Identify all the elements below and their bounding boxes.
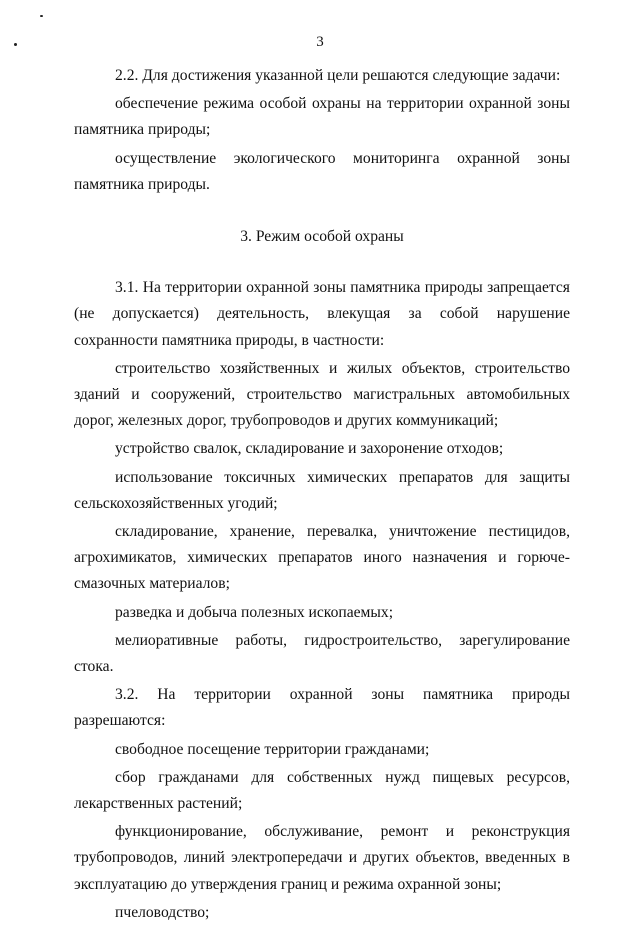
page-number: 3 bbox=[316, 34, 324, 50]
paragraph-3-2: 3.2. На территории охранной зоны памятника природы разрешаются: bbox=[74, 686, 570, 730]
document-body bbox=[74, 63, 570, 926]
paragraph-3-1: 3.1. На территории охранной зоны памятника природы запрещается (не допускается) деятельность, влекущая за собой нарушение сохранности памятника природы, в частности: bbox=[74, 279, 570, 349]
prohibited-item: складирование, хранение, перевалка, уничтожение пестицидов, агрохимикатов, химических препаратов иного назначения и горюче-смазочных материалов; bbox=[74, 523, 570, 593]
prohibited-item: строительство хозяйственных и жилых объектов, строительство зданий и сооружений, строительство магистральных автомобильных дорог, железных дорог, трубопроводов и других коммуникаций; bbox=[74, 359, 570, 430]
task-item: осуществление экологического мониторинга охранной зоны памятника природы. bbox=[74, 149, 570, 193]
section-heading: 3. Режим особой охраны bbox=[240, 228, 404, 246]
prohibited-item: устройство свалок, складирование и захоронение отходов; bbox=[115, 440, 504, 458]
task-item: обеспечение режима особой охраны на территории охранной зоны памятника природы; bbox=[74, 95, 570, 139]
permitted-item: пчеловодство; bbox=[115, 903, 210, 921]
permitted-item: свободное посещение территории гражданами; bbox=[115, 740, 430, 758]
scan-speck bbox=[40, 15, 43, 17]
prohibited-item: разведка и добыча полезных ископаемых; bbox=[115, 603, 394, 621]
prohibited-item: мелиоративные работы, гидростроительство, зарегулирование стока. bbox=[74, 631, 570, 676]
prohibited-item: использование токсичных химических препаратов для защиты сельскохозяйственных угодий; bbox=[74, 468, 570, 512]
paragraph-2-2: 2.2. Для достижения указанной цели решаются следующие задачи: bbox=[115, 67, 561, 84]
permitted-item: сбор гражданами для собственных нужд пищевых ресурсов, лекарственных растений; bbox=[74, 768, 570, 813]
permitted-item: функционирование, обслуживание, ремонт и реконструкция трубопроводов, линий электропередачи и других объектов, введенных в эксплуатацию до утверждения границ и режима охранной зоны; bbox=[74, 823, 570, 893]
